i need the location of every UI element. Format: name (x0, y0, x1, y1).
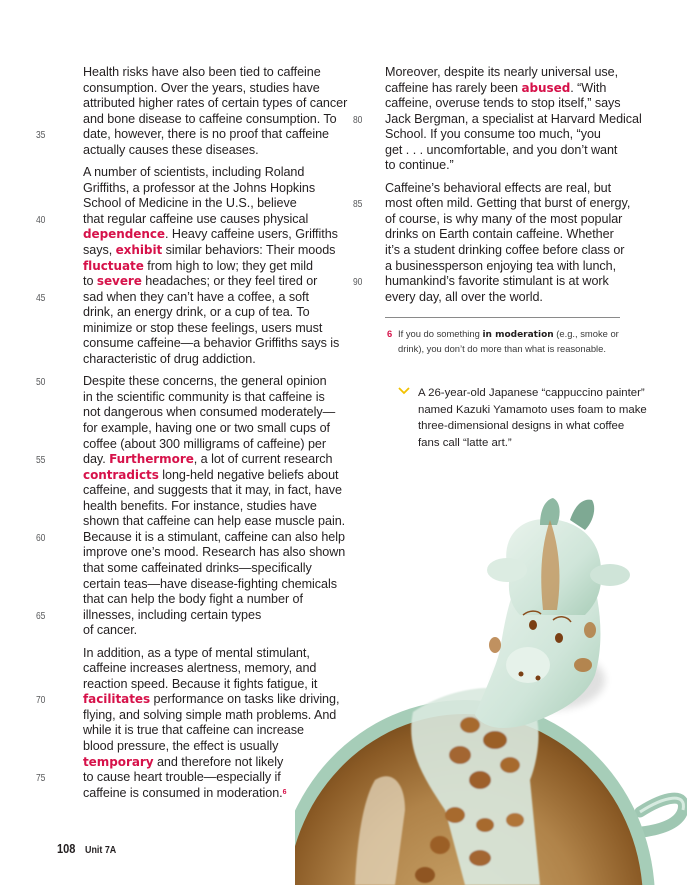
text-line (83, 405, 348, 421)
line-text: minimize or stop these feelings, users must (83, 320, 323, 335)
paragraph (353, 65, 642, 174)
line-text: drink, an energy drink, or a cup of tea. To (83, 305, 310, 320)
footnote-text-pre: If you do something (398, 328, 483, 339)
vocabulary-word: exhibit (115, 243, 163, 258)
text-line (36, 374, 348, 390)
text-line (83, 421, 348, 437)
line-text: for example, having one or two small cups of (83, 421, 331, 436)
text-line (385, 158, 630, 174)
vocabulary-word: abused (521, 80, 571, 95)
photo-caption (418, 385, 648, 451)
line-number: 80 (353, 114, 363, 126)
text-line (83, 196, 348, 212)
paragraph (353, 180, 631, 305)
line-text: of course, is why many of the most popular (385, 211, 623, 226)
line-text: from high to low; they get mild (143, 258, 313, 273)
text-line (83, 243, 348, 259)
line-text: drinks on Earth contain caffeine. Whether (385, 227, 614, 242)
text-line (385, 96, 630, 112)
text-line (353, 274, 630, 290)
line-text: that can help the body fight a number of (83, 592, 303, 607)
line-text: flying, and solving simple math problems. And (83, 707, 337, 722)
line-text: day. (83, 452, 110, 467)
text-line (385, 181, 630, 197)
line-text: consumption. Over the years, studies have (83, 80, 320, 95)
line-text: headaches; or they feel tired or (141, 274, 318, 289)
text-line (385, 243, 630, 259)
line-text: caffeine has rarely been (385, 80, 522, 95)
line-number: 70 (36, 695, 46, 707)
line-text: Moreover, despite its nearly universal use, (385, 65, 619, 79)
paragraph (36, 65, 348, 158)
text-line (83, 81, 348, 97)
text-line (83, 227, 348, 243)
text-line (83, 336, 348, 352)
line-text: health benefits. For instance, studies have (83, 498, 317, 513)
text-line (83, 437, 348, 453)
footnote-divider (385, 317, 620, 318)
line-text: coffee (about 300 milligrams of caffeine) per (83, 436, 326, 451)
text-line (83, 274, 348, 290)
text-line (83, 181, 348, 197)
text-line (385, 290, 630, 306)
text-line (83, 352, 348, 368)
text-line (83, 390, 348, 406)
line-text: similar behaviors: Their moods (162, 243, 336, 258)
footnote (387, 327, 638, 355)
text-line (385, 212, 630, 228)
line-text: . “With (570, 80, 607, 95)
line-number: 90 (353, 277, 363, 289)
text-line (385, 227, 630, 243)
line-number: 35 (36, 130, 46, 142)
line-text: caffeine, overuse tends to stop itself,” says (385, 96, 621, 111)
line-text: most often mild. Getting that burst of energy, (385, 196, 631, 211)
line-text: improve one’s mood. Research has also shown (83, 545, 346, 560)
text-line (385, 81, 630, 97)
line-text: to cause heart trouble—especially if (83, 770, 281, 785)
line-text: consume caffeine—a behavior Griffiths says is (83, 336, 340, 351)
text-line (353, 111, 642, 128)
line-text: that regular caffeine use causes physical (83, 211, 309, 226)
line-number: 40 (36, 214, 46, 226)
text-line (385, 259, 630, 275)
line-text: of cancer. (83, 623, 138, 638)
line-text: characteristic of drug addiction. (83, 351, 256, 366)
line-text: Despite these concerns, the general opinion (83, 374, 327, 389)
giraffe-foam-sculpture (475, 498, 630, 728)
text-line (83, 259, 348, 275)
paragraph (36, 165, 348, 367)
vocabulary-word: contradicts (83, 467, 159, 482)
line-text: in the scientific community is that caffeine is (83, 389, 325, 404)
vocabulary-word: severe (96, 274, 142, 289)
footnote-number: 6 (387, 328, 393, 339)
text-line (353, 196, 631, 212)
line-text: and bone disease to caffeine consumption. To (83, 111, 337, 126)
line-text: caffeine is consumed in moderation. (83, 785, 283, 800)
line-text: to (83, 274, 97, 289)
text-line (36, 211, 348, 228)
vocabulary-word: temporary (83, 754, 154, 769)
line-text: reaction speed. Because it fights fatigue, it (83, 676, 318, 691)
unit-label: Unit 7A (85, 844, 117, 856)
line-text: , a lot of current research (193, 452, 333, 467)
line-text: attributed higher rates of certain types of cancer (83, 96, 348, 111)
line-text: Griffiths, a professor at the Johns Hopkins (83, 180, 316, 195)
line-number: 75 (36, 773, 46, 785)
line-text: Caffeine’s behavioral effects are real, but (385, 180, 612, 195)
line-number: 55 (36, 455, 46, 467)
line-number: 45 (36, 292, 46, 304)
line-text: every day, all over the world. (385, 289, 543, 304)
line-text: to continue.” (385, 158, 454, 173)
text-line (36, 127, 348, 143)
text-line (83, 305, 348, 321)
text-line (83, 96, 348, 112)
line-text: date, however, there is no proof that caffeine (83, 127, 330, 142)
text-line (385, 65, 630, 81)
text-line (83, 65, 348, 81)
line-text: not dangerous when consumed moderately— (83, 405, 336, 420)
vocabulary-word: dependence (83, 227, 166, 242)
line-number: 50 (36, 377, 46, 389)
text-line (385, 127, 630, 143)
line-text: certain teas—have disease-fighting chemicals (83, 576, 338, 591)
vocabulary-word: Furthermore (109, 452, 194, 467)
footnote-marker: 6 (282, 788, 287, 796)
line-text: and therefore not likely (153, 754, 284, 769)
cup-handle (640, 798, 683, 832)
line-text: caffeine increases alertness, memory, and (83, 661, 317, 676)
line-text: that some caffeinated drinks—specifically (83, 560, 312, 575)
line-number: 60 (36, 532, 46, 544)
line-text: In addition, as a type of mental stimulant, (83, 645, 310, 660)
line-text: a businessperson enjoying tea with lunch, (385, 258, 617, 273)
page-number: 108 (57, 841, 76, 856)
line-text: shown that caffeine can help ease muscle pain. (83, 514, 346, 529)
chevron-down-icon (398, 386, 410, 396)
text-line (83, 112, 348, 128)
line-text: Because it is a stimulant, caffeine can also help (83, 529, 345, 544)
line-text: says, (83, 243, 116, 258)
caption-text: A 26-year-old Japanese “cappuccino painter” named Kazuki Yamamoto uses foam to make three-dimensional designs in what coffee fans call “latte art.” (418, 387, 647, 449)
text-line (385, 143, 630, 159)
vocabulary-word: fluctuate (83, 258, 144, 273)
page-footer (57, 840, 122, 858)
line-text: Health risks have also been tied to caffeine (83, 65, 321, 79)
line-text: A number of scientists, including Roland (83, 165, 305, 180)
footnote-text-post: (e.g., smoke or drink), you don’t do more than what is reasonable. (398, 328, 619, 354)
text-line (83, 165, 348, 181)
line-text: School of Medicine in the U.S., believe (83, 196, 297, 211)
line-text: actually causes these diseases. (83, 142, 259, 157)
line-text: . Heavy caffeine users, Griffiths (165, 227, 338, 242)
latte-art-photo (295, 480, 687, 885)
text-line (83, 321, 348, 337)
line-text: School. If you consume too much, “you (385, 127, 601, 142)
footnote-term: in moderation (482, 330, 554, 340)
line-text: humankind’s favorite stimulant is at work (385, 274, 609, 289)
line-text: caffeine, and suggests that it may, in fact, have (83, 483, 342, 498)
line-text: performance on tasks like driving, (150, 692, 340, 707)
line-text: Jack Bergman, a specialist at Harvard Medical (385, 111, 642, 126)
vocabulary-word: facilitates (83, 692, 151, 707)
line-number: 85 (353, 199, 363, 211)
line-text: sad when they can’t have a coffee, a soft (83, 289, 309, 304)
text-line (36, 289, 348, 306)
text-line (83, 143, 348, 159)
line-text: get . . . uncomfortable, and you don’t want (385, 142, 618, 157)
line-text: blood pressure, the effect is usually (83, 738, 279, 753)
line-text: illnesses, including certain types (83, 607, 262, 622)
line-number: 65 (36, 610, 46, 622)
right-column (353, 65, 642, 312)
line-text: long-held negative beliefs about (158, 467, 339, 482)
line-text: it’s a student drinking coffee before class or (385, 243, 625, 258)
line-text: while it is true that caffeine can increase (83, 723, 304, 738)
text-line (36, 452, 348, 468)
